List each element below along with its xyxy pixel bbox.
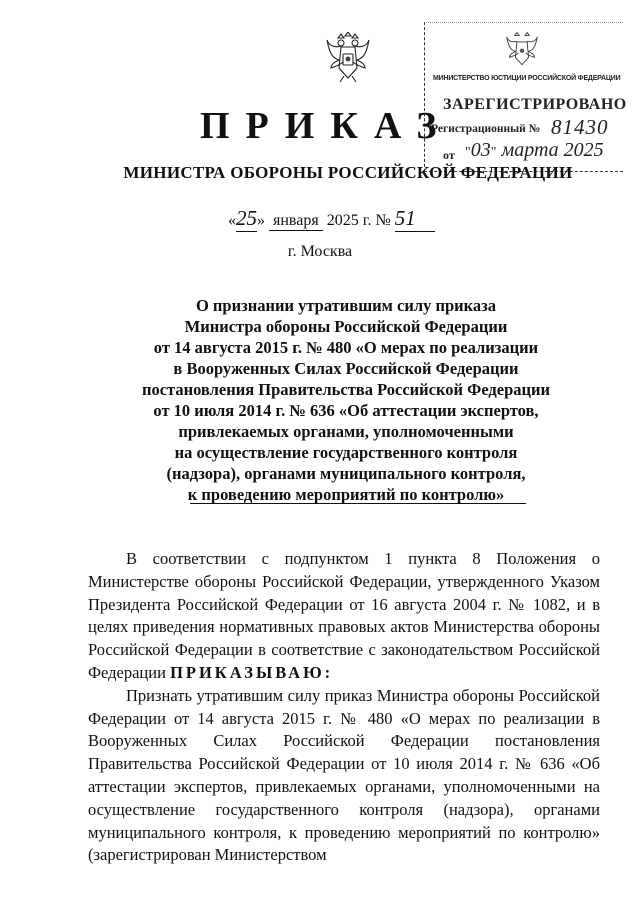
quote-close: » [257,212,265,229]
document-subtitle: МИНИСТРА ОБОРОНЫ РОССИЙСКОЙ ФЕДЕРАЦИИ [123,163,573,182]
heading-line: (надзора), органами муниципального контроля, [166,464,526,483]
order-body [88,548,600,867]
stamp-date-year: 2025 [563,139,604,161]
stamp-registration-number-label: Регистрационный № [431,123,541,135]
quote-open: « [228,212,236,229]
heading-line: постановления Правительства Российской Федерации [141,380,551,399]
document-title: ПРИКАЗ [200,105,453,147]
body-paragraph-1 [88,548,600,685]
body-paragraph-1-text: В соответствии с подпунктом 1 пункта 8 Положения о Министерстве обороны Российской Федерации, утвержденного Указом Президента Российской Федерации от 16 августа 2004 г. № 1082, и в целях приведения нормативных правовых актов Министерства обороны Российской Федерации в соответствие с законодательством Российской Федерации [88,549,600,682]
heading-underline [190,503,526,504]
stamp-coat-of-arms-icon [505,31,539,69]
stamp-registered-label: ЗАРЕГИСТРИРОВАНО [443,96,627,113]
heading-line: Министра обороны Российской Федерации [184,317,508,336]
heading-line: О признании утратившим силу приказа [195,296,497,315]
heading-line: к проведению мероприятий по контролю» [187,485,505,504]
heading-line: от 14 августа 2015 г. № 480 «О мерах по реализации [153,338,539,357]
body-paragraph-2: Признать утратившим силу приказ Министра обороны Российской Федерации от 14 августа 2015 г. № 480 «О мерах по реализации в Вооруженных Силах Российской Федерации постановления Правительства Российской Федерации от 10 июля 2014 г. № 636 «Об аттестации экспертов, привлекаемых органами, уполномоченными на осуществление государственного контроля (надзора), органами муниципального контроля, к проведению мероприятий по контролю» (зарегистрирован Министерством [88,685,600,865]
order-day: 25 [236,206,257,230]
heading-line: на осуществление государственного контроля [174,443,518,462]
registration-stamp [424,22,627,172]
order-number: 51 [395,206,435,232]
stamp-registration-number: 81430 [551,115,609,139]
stamp-date: "03" марта 2025 [465,139,604,161]
stamp-date-day: 03 [470,139,491,161]
heading-line: привлекаемых органами, уполномоченными [178,422,514,441]
stamp-date-month: марта [501,139,559,161]
order-year: 2025 г. [326,212,372,229]
stamp-ministry-name: МИНИСТЕРСТВО ЮСТИЦИИ РОССИЙСКОЙ ФЕДЕРАЦИИ [433,75,621,82]
order-directive: ПРИКАЗЫВАЮ: [170,662,334,682]
stamp-date-prefix: от [443,148,455,162]
order-month: января [269,212,323,231]
heading-line: в Вооруженных Силах Российской Федерации [173,359,519,378]
order-number-label: № [375,212,391,229]
heading-line: от 10 июля 2014 г. № 636 «Об аттестации экспертов, [153,401,539,420]
order-heading [104,295,588,505]
coat-of-arms-icon [325,32,371,84]
order-dateline [228,206,435,232]
order-city: г. Москва [287,243,353,260]
